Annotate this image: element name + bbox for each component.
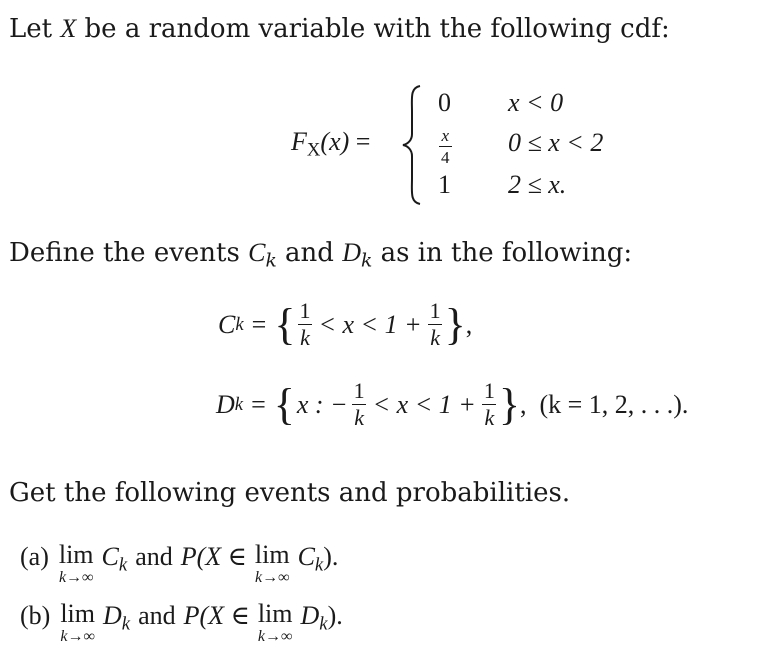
intro-suffix: be a random variable with the following cdf: xyxy=(84,14,670,44)
define-pre: Define the events xyxy=(9,238,240,268)
item-b-lim2 xyxy=(258,601,293,645)
ck-definition xyxy=(218,300,472,349)
intro-variable: X xyxy=(60,14,77,43)
cases-brace xyxy=(400,84,424,206)
item-b-prob-post: ). xyxy=(327,601,343,630)
dk-pre: x : − xyxy=(296,389,348,419)
item-a xyxy=(20,542,338,586)
item-a-lim2-sub: k→∞ xyxy=(254,569,290,586)
define-mid: and xyxy=(285,238,334,268)
item-a-lim2-text: lim xyxy=(254,540,290,569)
ck-lhs: C xyxy=(218,309,236,339)
item-b-set: D xyxy=(103,601,122,630)
define-d: D xyxy=(342,238,361,267)
dk-frac-1-num: 1 xyxy=(353,378,365,403)
item-b-lim2-sub: k→∞ xyxy=(257,628,293,645)
dk-definition xyxy=(216,380,688,429)
case-3-condition: 2 ≤ x. xyxy=(508,170,567,199)
item-a-lim-text: lim xyxy=(58,540,94,569)
item-a-set2: C xyxy=(297,542,315,571)
item-a-set: C xyxy=(101,542,119,571)
ck-lhs-sub: k xyxy=(235,313,244,335)
item-a-lim xyxy=(59,542,94,586)
dk-frac-1 xyxy=(352,380,367,429)
define-sentence xyxy=(9,238,632,272)
dk-lhs: D xyxy=(216,389,235,419)
dk-frac-2-den: k xyxy=(484,405,495,430)
case-2-num: x xyxy=(441,126,450,145)
item-b-lim2-text: lim xyxy=(257,599,293,628)
item-b xyxy=(20,601,343,645)
case-3-value: 1 xyxy=(438,170,451,199)
ck-middle: < x < 1 + xyxy=(318,309,422,339)
dk-rbrace: } xyxy=(498,379,520,429)
item-a-prob-post: ). xyxy=(323,542,339,571)
ck-frac-2-den: k xyxy=(430,325,441,350)
item-a-prob-pre: P(X ∈ xyxy=(180,542,247,571)
item-b-set2-sub: k xyxy=(319,613,328,635)
item-b-label: (b) xyxy=(20,601,51,630)
ck-frac-2-num: 1 xyxy=(429,298,441,323)
ck-rbrace: } xyxy=(444,299,466,349)
intro-sentence xyxy=(9,14,670,44)
item-a-lim2 xyxy=(255,542,290,586)
get-sentence: Get the following events and probabilities. xyxy=(9,478,571,508)
dk-lbrace: { xyxy=(273,379,295,429)
case-2-condition: 0 ≤ x < 2 xyxy=(508,128,604,157)
cdf-func-arg: (x) xyxy=(320,127,350,156)
item-b-set-sub: k xyxy=(121,613,131,635)
item-b-set2: D xyxy=(300,601,320,630)
ck-trail: , xyxy=(465,309,473,339)
item-b-lim-text: lim xyxy=(60,599,95,628)
case-1-value: 0 xyxy=(438,88,451,117)
ck-frac-1-num: 1 xyxy=(299,298,311,323)
item-a-label: (a) xyxy=(20,542,49,571)
dk-frac-1-den: k xyxy=(354,405,365,430)
item-a-and: and xyxy=(135,542,173,571)
case-2-den: 4 xyxy=(441,148,450,167)
define-c: C xyxy=(248,238,266,267)
dk-eq: = xyxy=(251,389,266,419)
ck-frac-1-den: k xyxy=(300,325,310,350)
case-2-value xyxy=(437,127,454,166)
cdf-func-sub: X xyxy=(306,139,321,161)
case-1-condition: x < 0 xyxy=(508,88,564,117)
dk-frac-2 xyxy=(482,380,497,429)
ck-eq: = xyxy=(251,309,267,339)
ck-frac-1 xyxy=(297,300,312,349)
item-b-and: and xyxy=(138,601,176,630)
dk-trail: , (k = 1, 2, . . .). xyxy=(519,389,689,419)
define-d-sub: k xyxy=(360,250,373,272)
intro-prefix: Let xyxy=(9,14,53,44)
ck-frac-2 xyxy=(428,300,443,349)
ck-lbrace: { xyxy=(274,299,296,349)
case-2-fraction xyxy=(439,127,452,166)
dk-middle: < x < 1 + xyxy=(372,389,476,419)
item-b-prob-pre: P(X ∈ xyxy=(183,601,250,630)
cdf-lhs xyxy=(291,127,370,162)
cdf-equals: = xyxy=(355,127,371,156)
dk-frac-2-num: 1 xyxy=(483,378,495,403)
item-a-lim-sub: k→∞ xyxy=(58,569,94,586)
define-post: as in the following: xyxy=(380,238,633,268)
item-b-lim xyxy=(60,601,95,645)
cdf-func: F xyxy=(291,127,307,156)
item-b-lim-sub: k→∞ xyxy=(60,628,95,645)
item-a-set-sub: k xyxy=(118,554,128,576)
item-a-set2-sub: k xyxy=(314,554,324,576)
dk-lhs-sub: k xyxy=(234,393,244,415)
define-c-sub: k xyxy=(265,250,277,272)
